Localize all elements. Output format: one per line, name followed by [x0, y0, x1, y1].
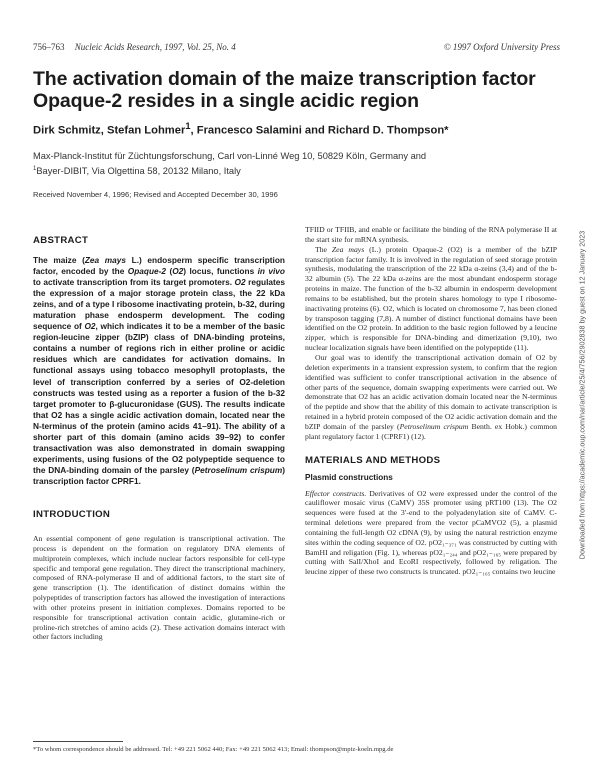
author-list	[33, 121, 553, 137]
affiliation-mark: 1	[33, 166, 37, 172]
introduction-text	[33, 534, 285, 642]
footnote-divider	[33, 741, 123, 742]
affiliation-2: $^1$Bayer-DIBIT, Via Olgettina 58, 20132 Milano, Italy	[33, 166, 241, 177]
plasmid-subheading: Plasmid constructions	[305, 472, 393, 482]
methods-text	[305, 489, 557, 578]
abstract-text: The maize (Zea mays L.) endosperm specific transcription factor, encoded by the Opaque-2 (O2) locus, functions in vivo to activate transcription from its target promoters. O2 regulates the expression of a major storage protein class, the 22 kDa zeins, and of a type I ribosome inactivating protein, b-32, during maturation phase endosperm development. The coding sequence of O2, which indicates it to be a member of the basic region-leucine zipper (bZIP) class of DNA-binding proteins, contains a number of regions rich in either proline or acidic residues which are candidates for activation domains. In functional assays using tobacco mesophyll protoplasts, the level of transcription conferred by a series of O2-deletion constructs was tested using as a reporter a fusion of the b-32 target promoter to β-glucuronidase (GUS). The results indicate that O2 has a single acidic activation domain, located near the N-terminus of the protein (amino acids 41–91). The ability of a shorter part of this domain (amino acids 39–92) to confer transactivation was also demonstrated in domain swapping experiments, using fusions of the O2 polypeptide sequence to the DNA-binding domain of the parsley (Petroselinum crispum) transcription factor CPRF1.	[33, 255, 285, 486]
authors-part-2: , Francesco Salamini and Richard D. Thompson*	[190, 124, 449, 137]
running-header-left	[33, 42, 236, 52]
authors-part-1: Dirk Schmitz, Stefan Lohmer	[33, 124, 186, 137]
page-range: 756–763	[33, 42, 65, 52]
abstract-heading: ABSTRACT	[33, 235, 89, 246]
left-column	[33, 232, 285, 642]
right-column-text	[305, 225, 557, 442]
download-watermark: Downloaded from https://academic.oup.com/nar/article/25/4/756/2902838 by guest on 12 January 2023	[577, 230, 587, 560]
affiliations	[33, 150, 553, 178]
author-affil-mark: 1	[185, 121, 191, 131]
introduction-heading: INTRODUCTION	[33, 508, 111, 520]
journal-citation: Nucleic Acids Research, 1997, Vol. 25, No. 4	[74, 42, 236, 52]
received-dates: Received November 4, 1996; Revised and Accepted December 30, 1996	[33, 190, 278, 199]
right-column	[305, 225, 557, 577]
intro-paragraph: An essential component of gene regulation is transcriptional activation. The process is dependent on the formation on regulatory DNA elements of multiprotein complexes, which include nuclear factors responsible for cell-type specific and temporal gene regulation. They direct the transcriptional machinery, composed of RNA-polymerase II and of additional factors, to the start site of gene transcription (1). The identification of distinct domains within the polypeptides of transcription factors has allowed the investigation of interactions with other proteins present in initiation complexes. Domains reported to be responsible for transcriptional activation contain acidic, glutamine-rich or proline-rich stretches of amino acids (2). These activation domains interact with other factors including	[33, 533, 285, 642]
copyright-notice: © 1997 Oxford University Press	[443, 42, 560, 52]
intro-continued: TFIID or TFIIB, and enable or facilitate the binding of the RNA polymerase II at the start site for mRNA synthesis.	[305, 225, 557, 244]
goal-paragraph: Our goal was to identify the transcriptional activation domain of O2 by deletion experiments in a transient expression system, to confirm that the region identified was sufficient to confer transcriptional activation in the absence of other parts of the sequence, domain swapping experiments were carried out. We demonstrate that O2 has an acidic activation domain located near the N-terminus of the peptide and show that the ability of this domain to activate transcription is retained in a hybrid protein composed of the O2 acidic activation domain and the bZIP domain of the parsley (Petroselinum crispum Benth. ex Hobk.) common plant regulatory factor 1 (CPRF1) (12).	[305, 352, 558, 441]
affiliation-1: Max-Planck-Institut für Züchtungsforschung, Carl von-Linné Weg 10, 50829 Köln, Germany and	[33, 151, 427, 161]
article-title: The activation domain of the maize transcription factor Opaque-2 resides in a single acidic region	[33, 68, 536, 112]
methods-heading: MATERIALS AND METHODS	[305, 454, 441, 466]
correspondence-footnote: *To whom correspondence should be addressed. Tel: +49 221 5062 440; Fax: +49 221 5062 413; Email: thompson@mpiz-koeln.mpg.de	[33, 746, 394, 753]
o2-paragraph: The Zea mays (L.) protein Opaque-2 (O2) is a member of the bZIP transcription factor family. It is involved in the regulation of seed storage protein synthesis, modulating the transcription of the 22 kDa α-zeins (3,4) and of the b-32 albumin (5). The 22 kDa α-zeins are the most abundant endosperm storage proteins in maize. The function of the b-32 albumin in endosperm development remains to be established, but the protein shares homology to type I ribosome-inactivating proteins (6). O2, which is located on chromosome 7, has been cloned by transposon tagging (7,8). A number of distinct functional domains have been identified on the O2 protein. In addition to the basic region followed by a leucine zipper, which is responsible for DNA-binding and dimerization (9,10), two nuclear localization signals have been identified on the polypeptide (11).	[305, 244, 557, 353]
effector-paragraph: Effector constructs. Derivatives of O2 were expressed under the control of the cauliflower mosaic virus (CaMV) 35S promoter using pRT100 (13). The O2 sequences were fused at the 3′-end to the polyadenylation site of CaMV. C-terminal deletions were prepared from the vector pCaMVO2 (5), a plasmid containing the full-length O2 cDNA (9), by using the natural restriction enzyme sites within the coding sequence of O2. pO2₁₋₃₇₁ was constructed by cutting with BamHI and religation (Fig. 1), whereas pO2₁₋₂₄₄ and pO2₁₋₁₆₅ were prepared by cutting with SalI/XhoI and EcoRI respectively, followed by religation. The leucine zipper of these two constructs is truncated. pO2₁₋₁₆₅ contains two leucine	[305, 488, 557, 577]
